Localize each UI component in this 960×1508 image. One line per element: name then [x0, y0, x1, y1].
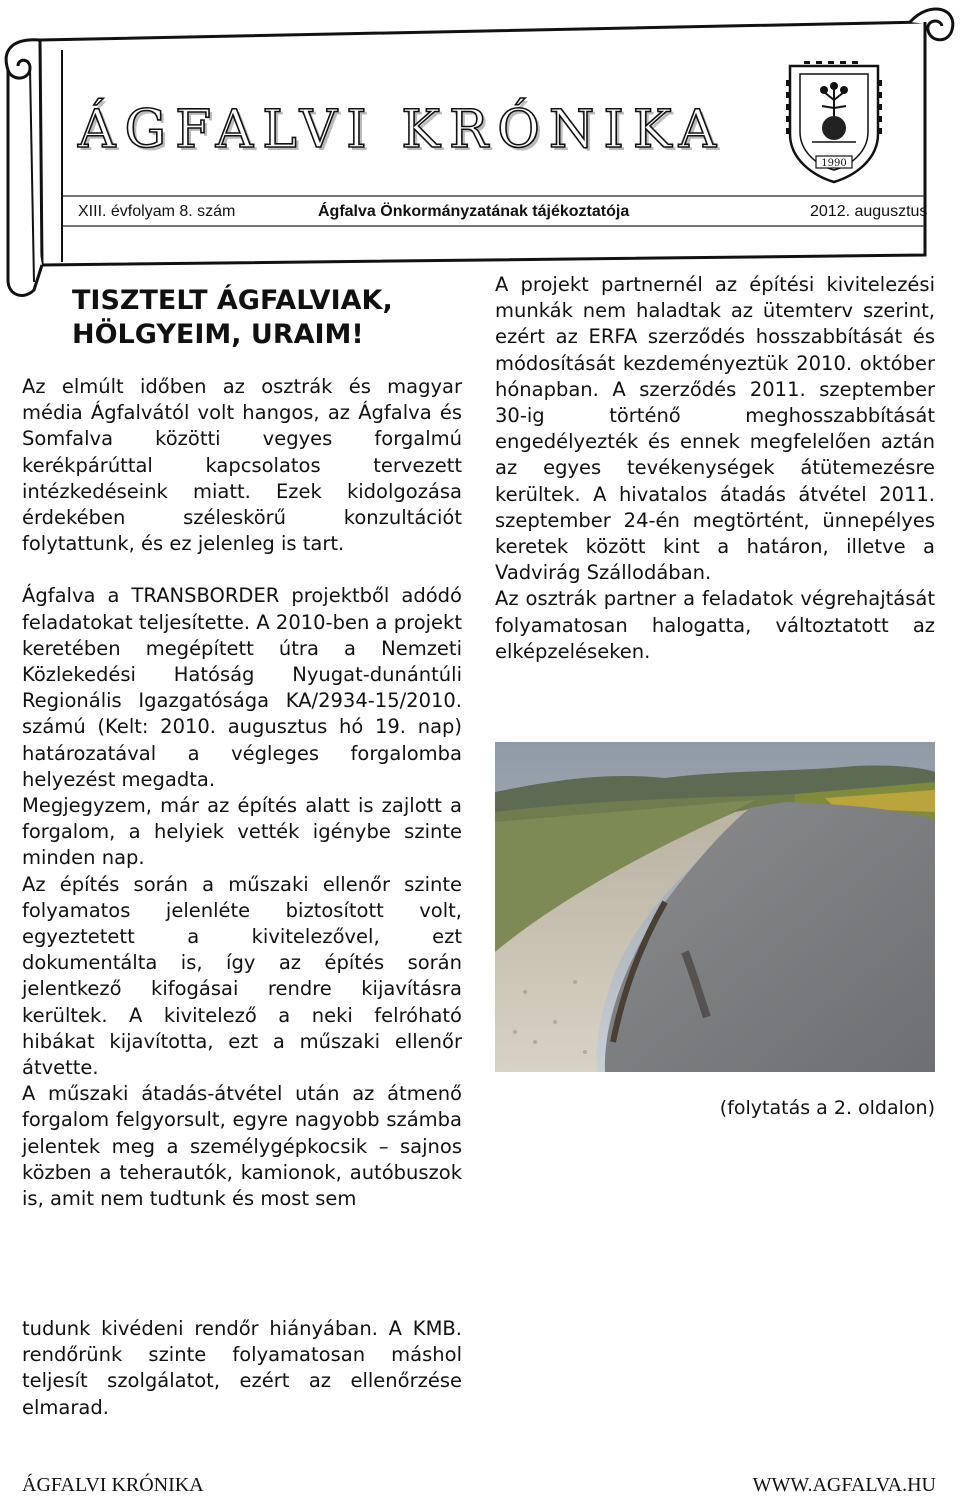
continued-note: (folytatás a 2. oldalon): [719, 1097, 935, 1119]
road-photo-image: [495, 742, 935, 1072]
footer-url[interactable]: WWW.AGFALVA.HU: [752, 1474, 936, 1496]
headline-line-2: HÖLGYEIM, URAIM!: [72, 319, 364, 350]
right-column: [495, 272, 935, 665]
paragraph: Az elmúlt időben az osztrák és magyar média Ágfalvától volt hangos, az Ágfalva és Somfalva közötti vegyes forgalmú kerékpárúttal kapcsolatos tervezett intézkedéseink miatt. Ezek kidolgozása érdekében széleskörű konzultációt folytattunk, és ez jelenleg is tart.: [22, 375, 462, 556]
paragraph: A műszaki átadás-átvétel után az átmenő forgalom felgyorsult, egyre nagyobb számba jelentek meg a személygépkocsik – sajnos közben a teherautók, kamionok, autóbuszok is, amit nem tudtunk és most sem: [22, 1082, 462, 1211]
publisher: Ágfalva Önkormányzatának tájékoztatója: [318, 203, 630, 220]
masthead-title: ÁGFALVI KRÓNIKA: [78, 100, 726, 160]
paragraph: Megjegyzem, már az építés alatt is zajlott a forgalom, a helyiek vették igénybe szinte minden nap.: [22, 794, 462, 870]
seal-year: 1990: [821, 158, 847, 169]
masthead-banner: [0, 0, 960, 300]
left-column: [22, 374, 462, 1212]
coat-of-arms-icon: [782, 60, 886, 184]
road-photo: [495, 742, 935, 1072]
issue-number: XIII. évfolyam 8. szám: [78, 203, 236, 220]
paragraph: A projekt partnernél az építési kivitelezési munkák nem haladtak az ütemterv szerint, ezért az ERFA szerződés hosszabbítását és módosítását kezdeményeztük 2010. október hónapban. A szerződés 2011. szeptember 30-ig történő meghosszabbítását engedélyezték és ennek megfelelően aztán az egyes tevékenységek átütemezésre kerültek. A hivatalos átadás átvétel 2011. szeptember 24-én megtörtént, ünnepélyes keretek között kint a határon, illetve a Vadvirág Szállodában.: [495, 273, 935, 585]
municipal-seal: [782, 60, 886, 184]
paragraph: Az építés során a műszaki ellenőr szinte folyamatos jelenléte biztosított volt, egyeztetett a kivitelezővel, ezt dokumentálta is, így az építés során jelentkező kifogásai rendre kijavításra kerültek. A kivitelező a neki felróható hibákat kijavította, ezt a műszaki ellenőr átvette.: [22, 872, 462, 1080]
left-column-continuation: tudunk kivédeni rendőr hiányában. A KMB. rendőrünk szinte folyamatosan máshol teljesít szolgálatot, ezért az ellenőrzése elmarad.: [22, 1317, 462, 1419]
headline-line-1: TISZTELT ÁGFALVIAK,: [72, 285, 393, 316]
paragraph: Ágfalva a TRANSBORDER projektből adódó feladatokat teljesítette. A 2010-ben a projekt keretében megépített útra a Nemzeti Közlekedési Hatóság Nyugat-dunántúli Regionális Igazgatósága KA/2934-15/2010. számú (Kelt: 2010. augusztus hó 19. nap) határozatával a végleges forgalomba helyezést megadta.: [22, 584, 462, 791]
footer-title: ÁGFALVI KRÓNIKA: [22, 1474, 204, 1496]
issue-date: 2012. augusztus: [810, 203, 928, 220]
article-headline: [72, 284, 393, 352]
paragraph: Az osztrák partner a feladatok végrehajtását folyamatosan halogatta, változtatott az elképzeléseken.: [495, 587, 935, 663]
